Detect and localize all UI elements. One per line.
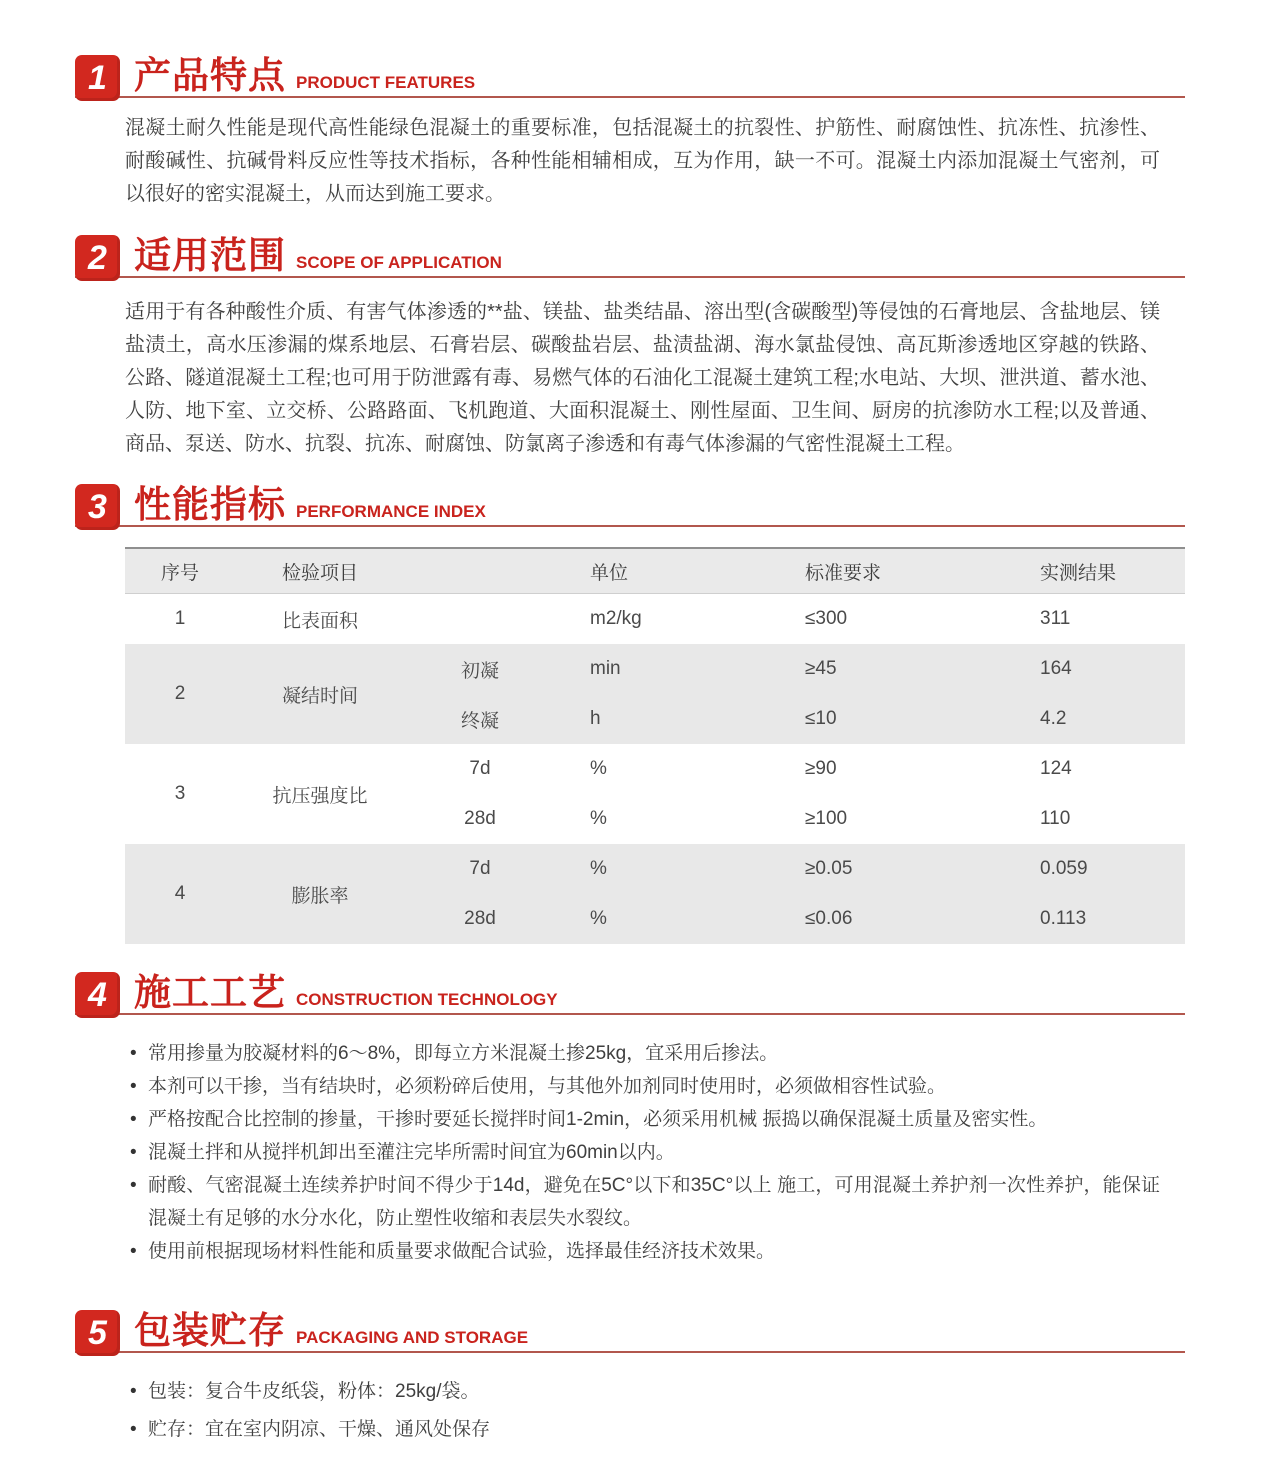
section-3-title: 性能指标 (134, 484, 286, 525)
cell-std: ≤300 (805, 608, 848, 629)
cell-unit: % (590, 908, 607, 929)
section-4-subtitle: CONSTRUCTION TECHNOLOGY (296, 990, 558, 1009)
section-5-subtitle: PACKAGING AND STORAGE (296, 1328, 529, 1347)
bullet-item: • 贮存：宜在室内阴凉、干燥、通风处保存 (128, 1413, 1160, 1446)
performance-table-wrapper (125, 547, 1185, 944)
cell-sub: 7d (469, 858, 491, 879)
table-header-seq: 序号 (160, 562, 199, 584)
cell-item: 膨胀率 (291, 885, 349, 907)
bullet-item: • 本剂可以干掺，当有结块时，必须粉碎后使用，与其他外加剂同时使用时，必须做相容性试验。 (128, 1070, 1160, 1103)
cell-unit: % (590, 808, 607, 829)
cell-result: 311 (1040, 608, 1071, 629)
cell-seq: 3 (174, 783, 186, 804)
section-5-title: 包装贮存 (134, 1310, 286, 1351)
bullet-item: • 包装：复合牛皮纸袋，粉体：25kg/袋。 (128, 1375, 1160, 1408)
cell-item: 抗压强度比 (272, 785, 368, 807)
cell-sub: 7d (469, 758, 491, 779)
cell-seq: 1 (174, 608, 186, 629)
section-1-subtitle: PRODUCT FEATURES (296, 73, 476, 92)
cell-unit: m2/kg (590, 608, 642, 629)
section-2-paragraph: 适用于有各种酸性介质、有害气体渗透的**盐、镁盐、盐类结晶、溶出型(含碳酸型)等侵蚀的石膏地层、含盐地层、镁盐渍土，高水压渗漏的煤系地层、石膏岩层、碳酸盐岩层、盐渍盐湖、海水氯盐侵蚀、高瓦斯渗透地区穿越的铁路、公路、隧道混凝土工程;也可用于防泄露有毒、易燃气体的石油化工混凝土建筑工程;水电站、大坝、泄洪道、蓄水池、人防、地下室、立交桥、公路路面、飞机跑道、大面积混凝土、刚性屋面、卫生间、厨房的抗渗防水工程;以及普通、商品、泵送、防水、抗裂、抗冻、耐腐蚀、防氯离子渗透和有毒气体渗漏的气密性混凝土工程。 (125, 301, 1160, 455)
section-1-paragraph: 混凝土耐久性能是现代高性能绿色混凝土的重要标准，包括混凝土的抗裂性、护筋性、耐腐蚀性、抗冻性、抗渗性、耐酸碱性、抗碱骨料反应性等技术指标，各种性能相辅相成，互为作用，缺一不可。混凝土内添加混凝土气密剂，可以很好的密实混凝土，从而达到施工要求。 (125, 117, 1160, 205)
section-2-number-badge: 2 (75, 235, 120, 281)
cell-std: ≤10 (805, 708, 837, 729)
section-5-number-badge: 5 (75, 1310, 120, 1356)
section-2-subtitle: SCOPE OF APPLICATION (296, 253, 502, 272)
table-row (125, 844, 1185, 894)
table-row (125, 594, 1185, 645)
section-4-number-badge: 4 (75, 972, 120, 1018)
table-header-row (125, 548, 1185, 594)
bullet-item: • 耐酸、气密混凝土连续养护时间不得少于14d，避免在5C°以下和35C°以上 施工，可用混凝土养护剂一次性养护，能保证混凝土有足够的水分水化，防止塑性收缩和表层失水裂纹。 (128, 1169, 1160, 1235)
cell-result: 0.059 (1040, 858, 1088, 879)
bullet-item: • 使用前根据现场材料性能和质量要求做配合试验，选择最佳经济技术效果。 (128, 1235, 1160, 1268)
cell-result: 124 (1040, 758, 1072, 779)
cell-item: 凝结时间 (281, 685, 358, 707)
section-3-header (75, 484, 1185, 527)
section-1-number-badge: 1 (75, 55, 120, 101)
section-3-subtitle: PERFORMANCE INDEX (296, 502, 486, 521)
cell-sub: 28d (464, 808, 496, 829)
section-3-number-badge: 3 (75, 484, 120, 530)
table-header-item: 检验项目 (281, 562, 358, 584)
table-row (125, 644, 1185, 694)
section-2-header (75, 235, 1185, 278)
table-header-std: 标准要求 (805, 562, 882, 584)
packaging-bullet-list (128, 1375, 1160, 1446)
cell-std: ≥45 (805, 658, 837, 679)
cell-item: 比表面积 (281, 610, 358, 632)
table-header-result: 实测结果 (1040, 562, 1117, 584)
section-2-title: 适用范围 (134, 235, 286, 276)
cell-seq: 2 (174, 683, 186, 704)
cell-result: 164 (1040, 658, 1072, 679)
cell-std: ≤0.06 (805, 908, 853, 929)
cell-result: 110 (1040, 808, 1071, 829)
bullet-item: • 常用掺量为胶凝材料的6～8%，即每立方米混凝土掺25kg，宜采用后掺法。 (128, 1037, 1160, 1070)
cell-result: 0.113 (1040, 908, 1087, 929)
performance-table (125, 547, 1185, 944)
cell-unit: % (590, 758, 607, 779)
cell-sub: 28d (464, 908, 496, 929)
cell-unit: min (590, 658, 621, 679)
table-row (125, 744, 1185, 794)
section-4-title: 施工工艺 (134, 972, 286, 1013)
section-1-title: 产品特点 (134, 55, 286, 96)
cell-sub: 初凝 (460, 660, 499, 682)
cell-std: ≥90 (805, 758, 837, 779)
construction-bullet-list (128, 1037, 1160, 1268)
section-4-header (75, 972, 1185, 1015)
bullet-item: • 严格按配合比控制的掺量，干掺时要延长搅拌时间1-2min，必须采用机械 振捣以确保混凝土质量及密实性。 (128, 1103, 1160, 1136)
bullet-item: • 混凝土拌和从搅拌机卸出至灌注完毕所需时间宜为60min以内。 (128, 1136, 1160, 1169)
section-1-header (75, 55, 1185, 98)
cell-std: ≥100 (805, 808, 848, 829)
cell-result: 4.2 (1040, 708, 1067, 729)
cell-sub: 终凝 (460, 710, 499, 732)
cell-sub (405, 594, 555, 645)
table-header-unit: 单位 (590, 562, 629, 584)
cell-seq: 4 (174, 883, 186, 904)
cell-unit: h (590, 708, 601, 729)
cell-unit: % (590, 858, 607, 879)
cell-std: ≥0.05 (805, 858, 853, 879)
table-header-sub (405, 548, 555, 594)
section-5-header (75, 1310, 1185, 1353)
